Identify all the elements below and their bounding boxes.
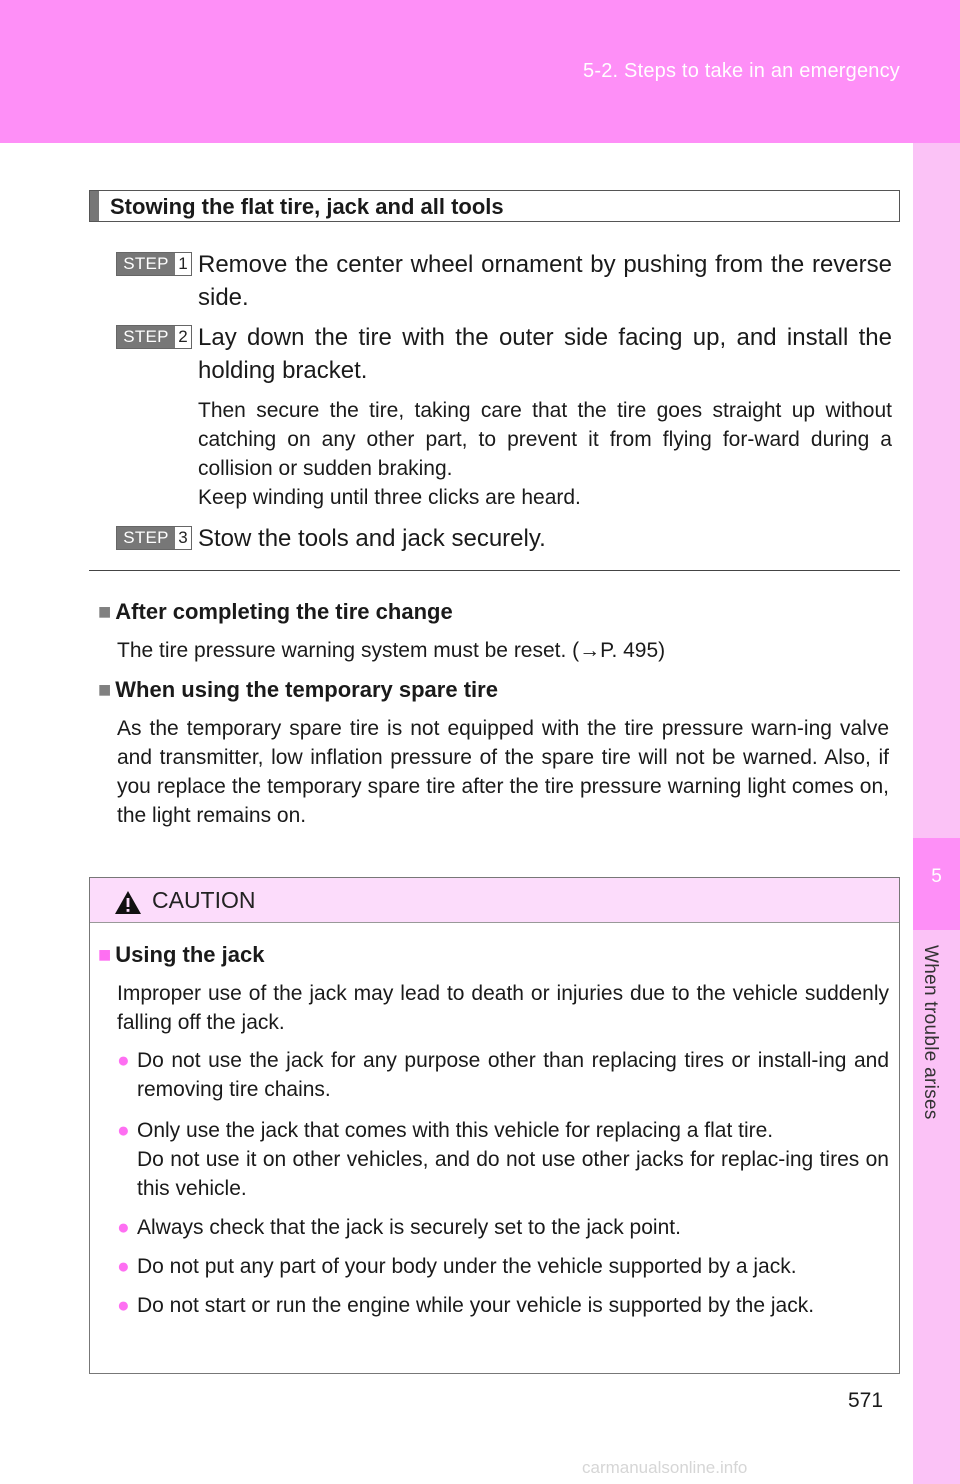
section-header bbox=[89, 190, 900, 222]
square-bullet-icon: ■ bbox=[98, 942, 112, 967]
chapter-number: 5 bbox=[931, 866, 942, 887]
caution-box bbox=[89, 877, 900, 1374]
note-heading: ■ When using the temporary spare tire bbox=[98, 677, 498, 702]
square-bullet-icon: ■ bbox=[98, 599, 112, 624]
divider bbox=[89, 570, 900, 571]
caution-bullet: ● Do not put any part of your body under the vehicle supported by a jack. bbox=[117, 1252, 889, 1281]
section-breadcrumb: 5-2. Steps to take in an emergency bbox=[583, 60, 900, 82]
caution-bullet: ● Do not use the jack for any purpose other than replacing tires or install-ing and removing tire chains. bbox=[117, 1046, 889, 1104]
chapter-label: When trouble arises bbox=[920, 945, 941, 1120]
note-text: As the temporary spare tire is not equipped with the tire pressure warn-ing valve and transmitter, low inflation pressure of the spare tire will not be warned. Also, if you replace the temporary spare tire after the tire pressure warning light comes on, the light remains on. bbox=[117, 717, 889, 827]
caution-bullet: ● Do not start or run the engine while your vehicle is supported by the jack. bbox=[117, 1291, 889, 1320]
page-number: 571 bbox=[848, 1389, 884, 1412]
step-2-note-line: Then secure the tire, taking care that the tire goes straight up without catching on any other part, to prevent it from flying for-ward during a collision or sudden braking. bbox=[198, 399, 892, 480]
bullet-dot-icon: ● bbox=[117, 1294, 130, 1317]
step-2-text: Lay down the tire with the outer side facing up, and install the holding bracket. bbox=[198, 324, 892, 384]
bullet-dot-icon: ● bbox=[117, 1119, 130, 1142]
step-3-badge: STEP 3 bbox=[116, 526, 192, 550]
watermark: carmanualsonline.info bbox=[582, 1458, 748, 1477]
step-1-text: Remove the center wheel ornament by pushing from the reverse side. bbox=[198, 251, 892, 311]
section-title: Stowing the flat tire, jack and all tools bbox=[110, 194, 504, 219]
caution-heading: ■ Using the jack bbox=[98, 942, 265, 967]
caution-intro: Improper use of the jack may lead to death or injuries due to the vehicle suddenly falling off the jack. bbox=[117, 982, 889, 1034]
section-header-bar bbox=[90, 191, 99, 221]
bullet-dot-icon: ● bbox=[117, 1255, 130, 1278]
bullet-dot-icon: ● bbox=[117, 1216, 130, 1239]
caution-title: CAUTION bbox=[152, 887, 256, 913]
warning-triangle-icon bbox=[114, 890, 142, 915]
square-bullet-icon: ■ bbox=[98, 677, 112, 702]
step-3-text: Stow the tools and jack securely. bbox=[198, 525, 546, 552]
bullet-dot-icon: ● bbox=[117, 1049, 130, 1072]
note-heading: ■ After completing the tire change bbox=[98, 599, 453, 624]
side-strip bbox=[913, 143, 960, 1484]
caution-header bbox=[90, 878, 899, 923]
step-1-badge: STEP 1 bbox=[116, 252, 192, 276]
note-text: The tire pressure warning system must be reset. (→P. 495) bbox=[117, 639, 666, 662]
step-2-note bbox=[198, 396, 892, 512]
caution-bullet: ● Always check that the jack is securely set to the jack point. bbox=[117, 1213, 889, 1242]
step-2-badge: STEP 2 bbox=[116, 325, 192, 349]
caution-bullet: ● Only use the jack that comes with this vehicle for replacing a flat tire. Do not use it on other vehicles, and do not use other jacks for replac-ing tires on this vehicle. bbox=[117, 1116, 889, 1203]
step-2-note-line: Keep winding until three clicks are heard. bbox=[198, 486, 581, 509]
